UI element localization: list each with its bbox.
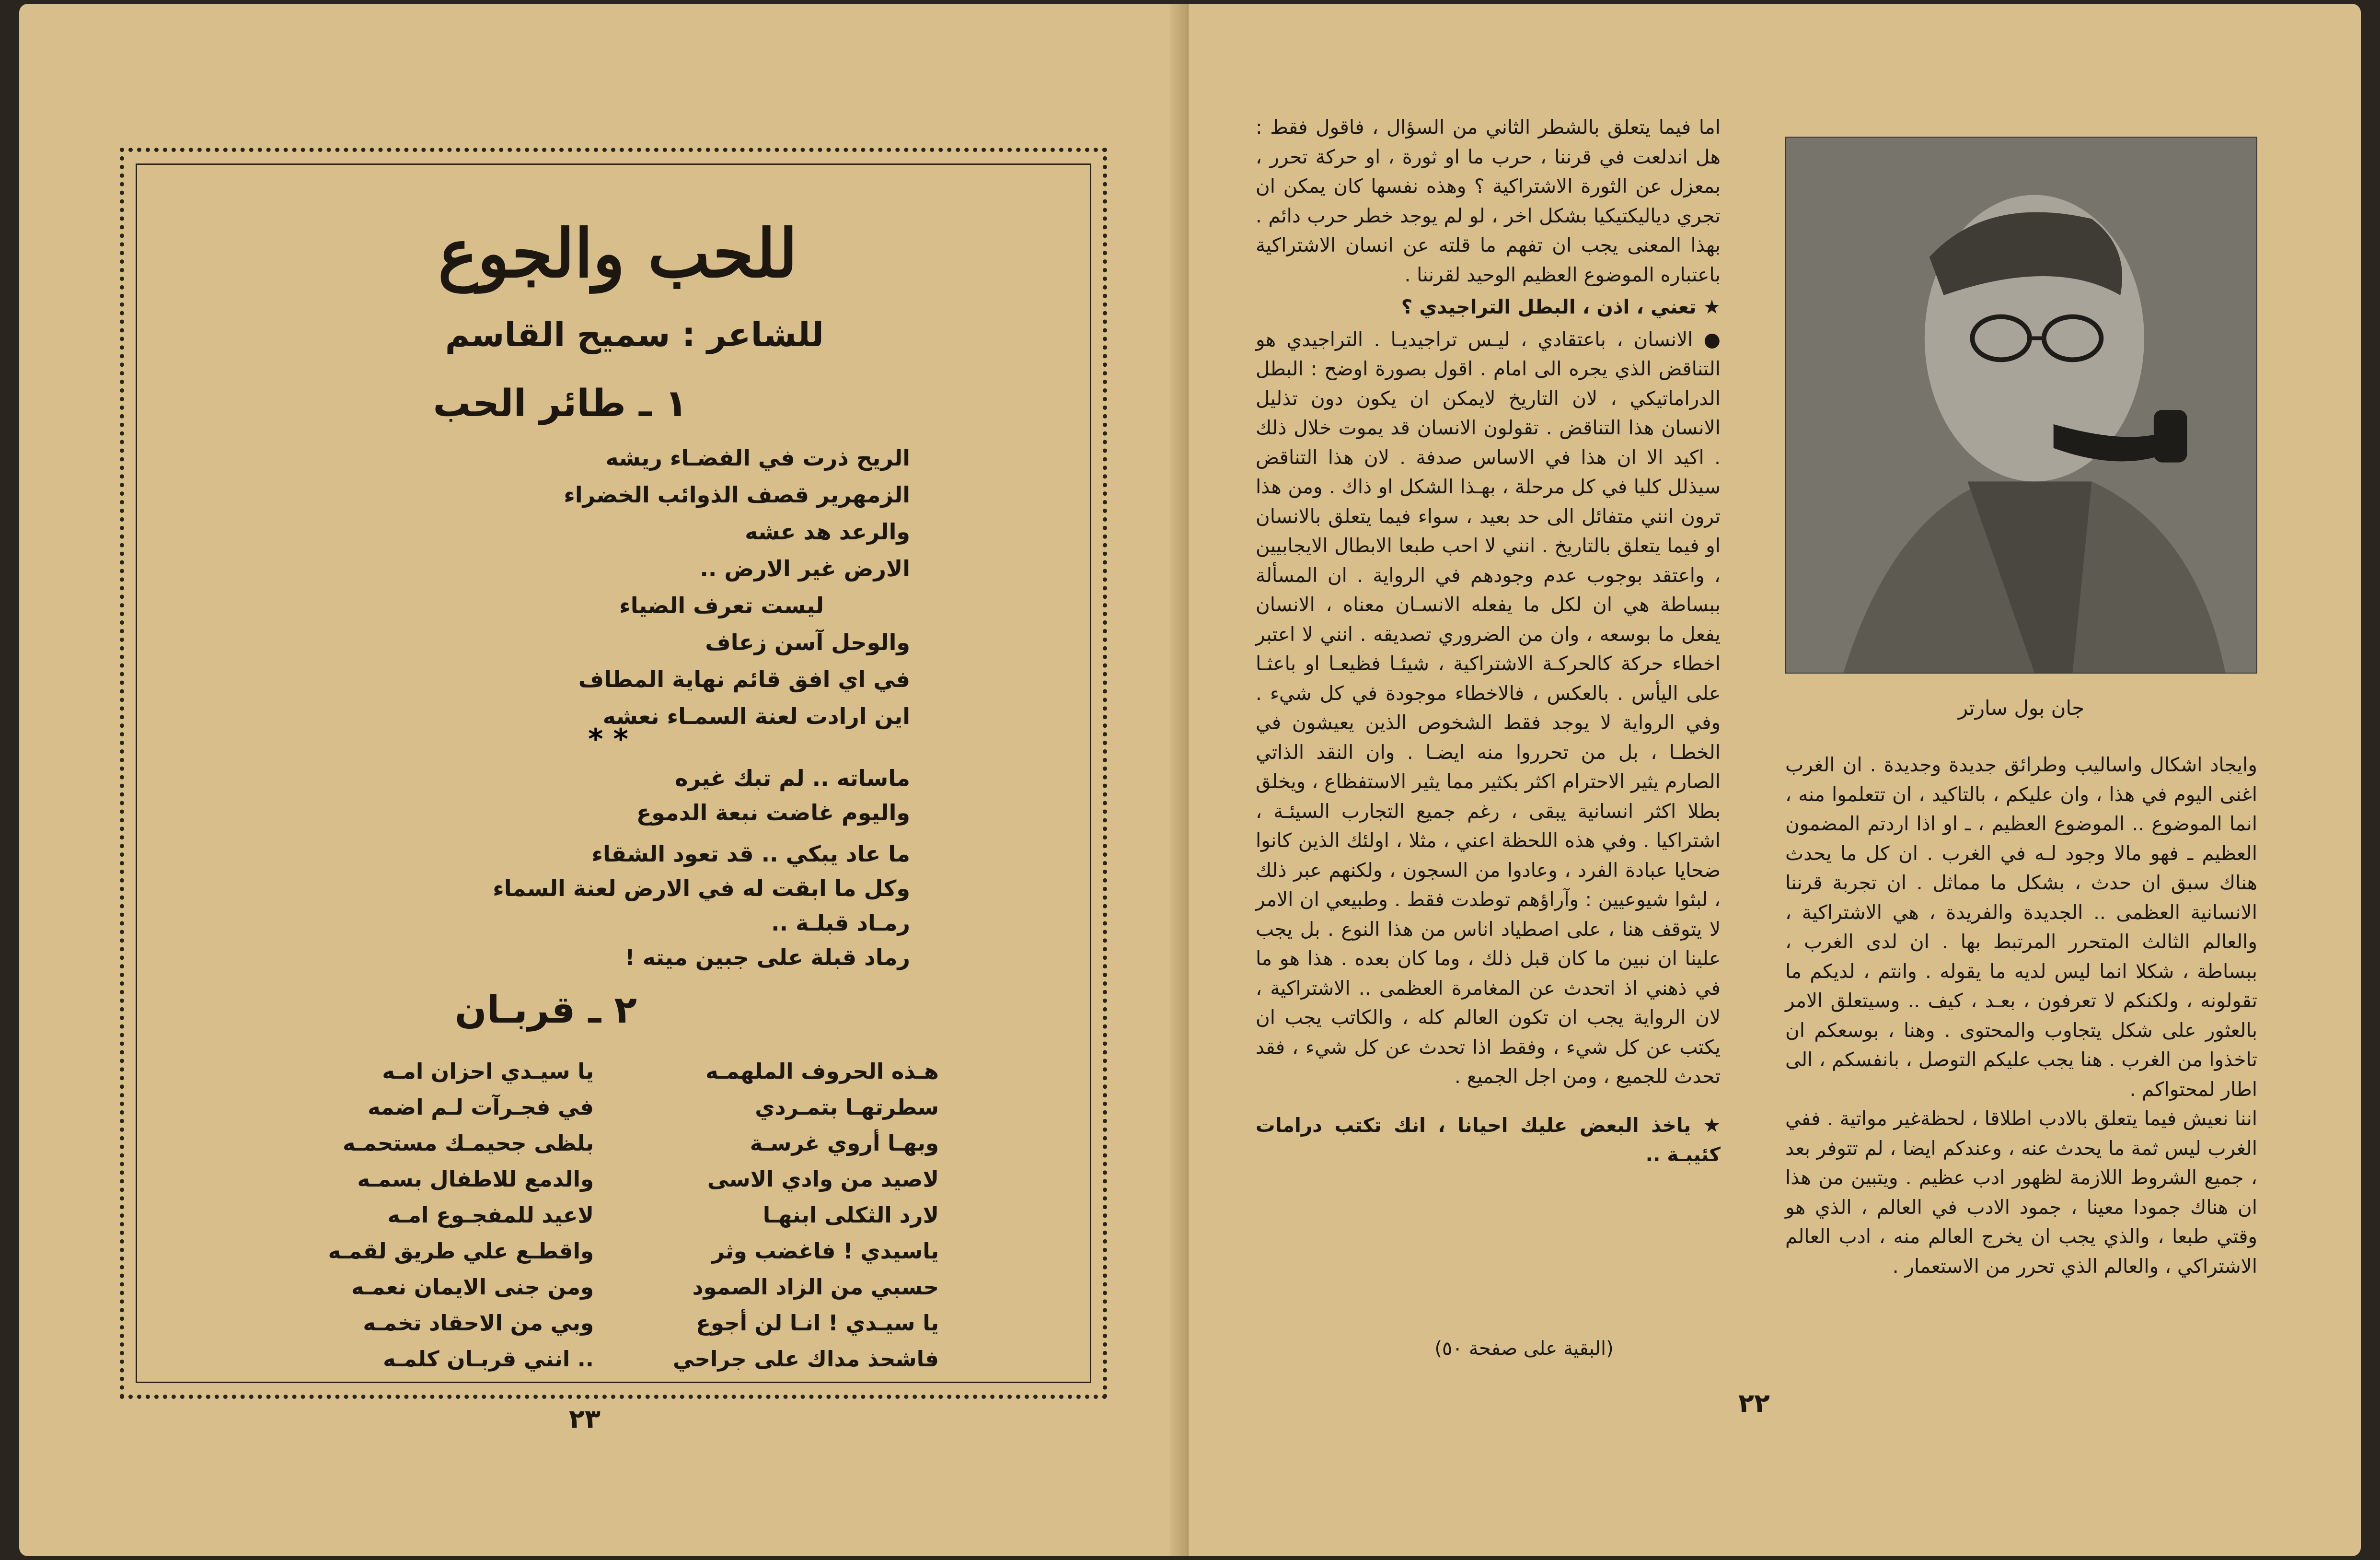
poem-line: وكل ما ابقت له في الارض لعنة السماء [493,875,910,901]
poem-line: لاصيد من وادي الاسى [707,1166,939,1192]
poem-line: .. انني قربـان كلمـه [383,1346,594,1372]
poem-frame [120,148,1107,1399]
poem-two-columns [297,1053,939,1377]
poem-line: في فجـرآت لـم اضمه [368,1094,594,1120]
poem-line: ومن جنى الايمان نعمـه [351,1274,594,1300]
poem-line: واليوم غاضت نبعة الدموع [636,800,910,826]
continued-note: (البقية على صفحة ٥٠) [1434,1338,1614,1360]
article-paragraph: اما فيما يتعلق بالشطر الثاني من السؤال ، فاقول فقط : هل اندلعت في قرننا ، حرب ما او ثورة ، او حركة تحرر ، بمعزل عن الثورة الاشتراكية ؟ وهذه نفسها كان يمكن ان تجري دياليكتيكيا بشكل اخر ، لو لم يوجد خطر حرب دائم . بهذا المعنى يجب ان تفهم ما قلته عن انسان الاشتراكية باعتباره الموضوع العظيم الوحيد لقرننا . [1256,116,1721,286]
poem-line: حسبي من الزاد الصمود [692,1274,939,1300]
poem-stanza-2 [393,761,910,975]
poem-line: فاشحذ مداك على جراحي [672,1346,939,1372]
portrait-photo [1785,137,2257,674]
section-heading-2: ٢ ـ قربـان [455,989,637,1032]
photo-caption: جان بول سارتر [1958,696,2085,720]
poem-line: يا سيـدي ! انـا لن أجوع [696,1310,939,1336]
poem-line: ياسيدي ! فاغضب وثر [712,1238,939,1264]
poem-line: بلظى جحيمـك مستحمـه [343,1130,594,1156]
article-paragraph: وايجاد اشكال واساليب وطرائق جديدة وجديدة . ان الغرب اغنى اليوم في هذا ، وان عليكم ، بالتاكيد ، ان تتعلموا منه ، انما الموضوع .. الموضوع العظيم ، ـ او اذا اردتم المضمون العظيم ـ فهو مالا وجود لـه في الغرب . ان كل ما يحدث هناك سبق ان حدث ، بشكل ما مماثل . ان تجربة قرننا الانسانية العظمى .. الجديدة والفريدة ، هي الاشتراكية ، والعالم الثالث المتحرر المرتبط بها . ان لدى الغرب ، ببساطة ، شكلا انما ليس لديه ما يقوله . وانتم ، لديكم ما تقولونه ، ولكنكم لا تعرفون ، بعـد ، كيف .. وسيتعلق الامر بالعثور على شكل يتجاوب والمحتوى . وهنا ، بوسعكم ان تاخذوا من الغرب . هنا يجب عليكم التوصل ، بانفسكم ، الى اطار لمحتواكم . [1785,753,2257,1101]
poem-line: الارض غير الارض .. [700,556,910,582]
article-side-column [1785,750,2257,1281]
poem-line: رماد قبلة على جبين ميته ! [624,944,910,970]
poem-line: لارد الثكلى ابنهـا [763,1202,939,1228]
poem-line: سطرتهـا بتمـردي [755,1094,939,1120]
poem-line: والرعد هد عشه [745,519,910,545]
poem-line: والوحل آسن زعاف [705,629,910,655]
poem-line: اين ارادت لعنة السمـاء نعشه [602,703,910,729]
stanza-separator: * * [588,722,628,756]
poem-column-right [642,1053,939,1377]
left-page [19,4,1189,1556]
poem-title: للحب والجوع [438,214,798,292]
portrait-image [1786,138,2256,673]
poem-line: والدمع للاطفال بسمـه [357,1166,594,1192]
article-paragraph: اننا نعيش فيما يتعلق بالادب اطلاقا ، لحظةغير مواتية . ففي الغرب ليس ثمة ما يحدث عنه ، وعندكم ايضا ، لم تتوفر بعد ، جميع الشروط اللازمة لظهور ادب عظيم . ويتبين من هذا ان هناك جمودا معينا ، جمود الادب في العالم ، الذي هو وقتي طبعا ، والذي يجب ان يخرج العالم منه ، ادب العالم الاشتراكي ، والعالم الذي تحرر من الاستعمار . [1785,1107,2257,1278]
poem-stanza-1 [393,440,910,735]
poem-line: الزمهرير قصف الذوائب الخضراء [564,482,910,508]
poem-line: ما عاد يبكي .. قد تعود الشقاء [591,841,910,867]
poem-line: هـذه الحروف الملهمـه [705,1059,939,1084]
interview-question: ★ ياخذ البعض عليك احيانا ، انك تكتب درامات كئيبـة .. [1256,1113,1721,1166]
poem-line: رمـاد قبلـة .. [771,910,910,936]
poem-column-left [297,1053,594,1377]
poem-line: لاعيد للمفجـوع امـه [387,1202,594,1228]
section-heading-1: ١ ـ طائر الحب [433,382,688,425]
poem-line: ماساته .. لم تبك غيره [675,765,910,791]
poem-line: في اي افق قائم نهاية المطاف [578,666,910,692]
poem-line: يا سيـدي احزان امـه [382,1059,594,1084]
page-number-right: ٢٢ [1738,1388,1770,1418]
poem-line: الريح ذرت في الفضـاء ريشه [605,445,910,471]
poem-line: وبهـا أروي غرسـة [750,1130,939,1156]
article-main-column [1256,113,1721,1173]
poem-line: ليست تعرف الضياء [619,593,824,618]
poem-author: للشاعر : سميح القاسم [445,315,824,354]
poem-line: واقطـع علي طريق لقمـه [328,1238,594,1264]
article-paragraph: ● الانسان ، باعتقادي ، ليـس تراجيديـا . التراجيدي هو التناقض الذي يجره الى امام . اقول بصورة اوضح : البطل الدراماتيكي ، لان التاريخ لايمكن ان يكون دون تذليل الانسان هذا التناقض . تقولون الانسان قد يموت خلال ذلك . اكيد الا ان هذا في الاساس صدفة . لان هذا التناقض سيذلل كليا في كل مرحلة ، بهـذا الشكل او ذاك . ومن هذا ترون انني متفائل الى حد بعيد ، سواء فيما يتعلق بالانسان او فيما يتعلق بالتاريخ . انني لا احب طبعا الابطال الايجابيين ، واعتقد بوجوب عدم وجودهم في الرواية . ان المسألة ببساطة هي ان لكل ما يفعله الانسـان معناه ، الانسان يفعل ما بوسعه ، وان من الضروري تصديقه . انني لا اعتبر اخطاء حركة كالحركـة الاشتراكية ، شيئـا فظيعـا او باعثـا على اليأس . بالعكس ، فالاخطاء موجودة في كل شيء . وفي الرواية لا يوجد فقط الشخوص الذين يعيشون في الخطـا ، بل من تحرروا منه ايضـا . وان النقد الذاتي الصارم يثير الاحترام اكثر بكثير مما يثير الاستفظاع ، ويخلق بطلا اكثر انسانية يبقى ، رغم جميع التجارب السيئـة ، اشتراكيا . وفي هذه اللحظة اعني ، مثلا ، اولئك الذين كانوا ضحايا عبادة الفرد ، وعادوا من السجون ، ولكنهم عبر ذلك ، لبثوا شيوعيين : وآراؤهم توطدت فقط . وطبيعي ان الامر لا يتوقف هنا ، على اصطياد اناس من هذا النوع . بل يجب علينا ان نبين ما كان قبل ذلك ، وما كان بعده . هذا هو ما في ذهني اذ اتحدث عن المغامرة العظمى .. الاشتراكية ، لان الرواية يجب ان تكون العالم كله ، والكاتب يجب ان يكتب عن كل شيء ، وفقط اذا تحدث عن كل شيء ، فقد تحدث للجميع ، ومن اجل الجميع . [1256,327,1721,1088]
page-number-left: ٢٣ [569,1404,601,1434]
poem-line: وبي من الاحقاد تخمـه [363,1310,594,1336]
interview-question: ★ تعني ، اذن ، البطل التراجيدي ؟ [1401,295,1721,318]
